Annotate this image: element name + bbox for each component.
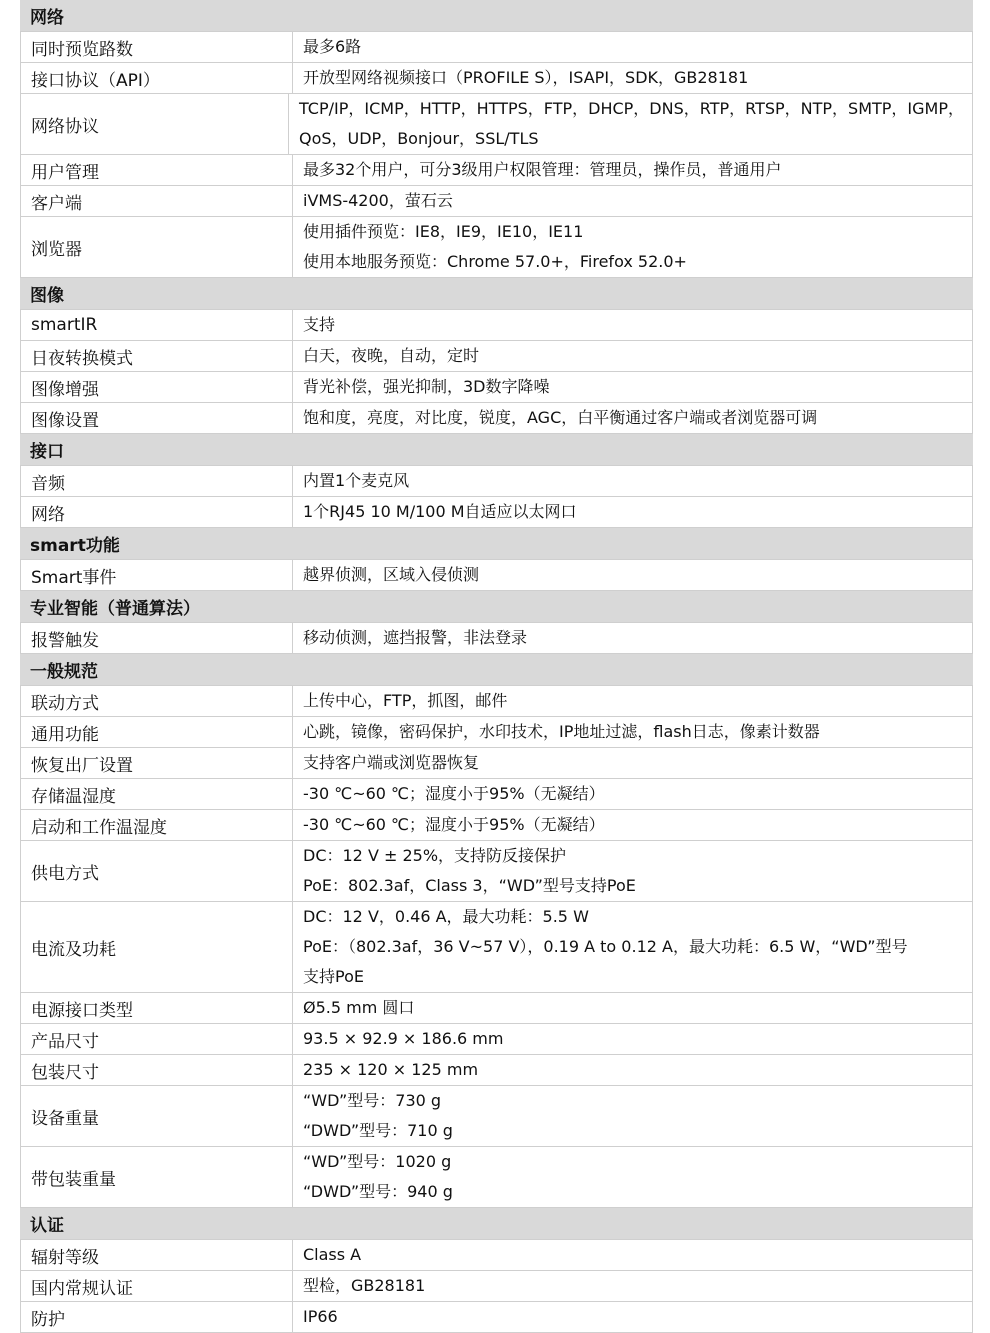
section-header: [20, 278, 973, 310]
section-title: 图像: [30, 286, 64, 306]
spec-value-line: 使用本地服务预览：Chrome 57.0+，Firefox 52.0+: [303, 252, 687, 271]
spec-row: [20, 1302, 973, 1333]
section-header: [20, 591, 973, 623]
spec-label: 电流及功耗: [20, 902, 293, 992]
section-title: 一般规范: [30, 662, 98, 682]
section-header: [20, 654, 973, 686]
spec-value-line: 最多6路: [303, 37, 362, 56]
spec-row: [20, 623, 973, 654]
spec-row: [20, 1055, 973, 1086]
spec-value-line: 白天，夜晚，自动，定时: [303, 346, 480, 365]
spec-value: [293, 560, 973, 590]
spec-label: 防护: [20, 1302, 293, 1332]
spec-value: [293, 186, 973, 216]
spec-value-line: TCP/IP，ICMP，HTTP，HTTPS，FTP，DHCP，DNS，RTP，RTSP，NTP，SMTP，IGMP，: [298, 99, 964, 118]
spec-label: 音频: [20, 466, 293, 496]
spec-row: [20, 186, 973, 217]
spec-value-line: “DWD”型号：710 g: [303, 1121, 453, 1140]
spec-value-line: 型检，GB28181: [303, 1276, 426, 1295]
spec-row: [20, 341, 973, 372]
spec-label: smartIR: [20, 310, 293, 340]
spec-row: [20, 560, 973, 591]
spec-label: 报警触发: [20, 623, 293, 653]
spec-value: [293, 217, 973, 277]
spec-label: 网络协议: [20, 94, 289, 154]
spec-label: 同时预览路数: [20, 32, 293, 62]
spec-value-line: “DWD”型号：940 g: [303, 1182, 453, 1201]
spec-value-line: 最多32个用户，可分3级用户权限管理：管理员，操作员，普通用户: [303, 160, 782, 179]
spec-row: [20, 841, 973, 902]
spec-value: [293, 623, 973, 653]
spec-value-line: “WD”型号：730 g: [303, 1091, 442, 1110]
spec-row: [20, 993, 973, 1024]
spec-label: 联动方式: [20, 686, 293, 716]
section-title: 认证: [30, 1216, 64, 1236]
section-title: 专业智能（普通算法）: [30, 599, 200, 619]
spec-value-line: 支持PoE: [303, 967, 364, 986]
spec-value: [293, 372, 973, 402]
spec-label: 国内常规认证: [20, 1271, 293, 1301]
spec-value-line: 使用插件预览：IE8，IE9，IE10，IE11: [303, 222, 584, 241]
spec-value-line: 开放型网络视频接口（PROFILE S），ISAPI，SDK，GB28181: [303, 68, 749, 87]
spec-value-line: “WD”型号：1020 g: [303, 1152, 452, 1171]
spec-value: [293, 1302, 973, 1332]
spec-value: [293, 1086, 973, 1146]
section-header: [20, 434, 973, 466]
spec-value-line: iVMS-4200，萤石云: [303, 191, 453, 210]
spec-value: [293, 466, 973, 496]
spec-value: [293, 497, 973, 527]
spec-row: [20, 372, 973, 403]
spec-row: [20, 217, 973, 278]
spec-value: [293, 1055, 973, 1085]
spec-value: [289, 94, 973, 154]
spec-label: 恢复出厂设置: [20, 748, 293, 778]
spec-value-line: 支持客户端或浏览器恢复: [303, 753, 480, 772]
spec-value: [293, 686, 973, 716]
spec-row: [20, 902, 973, 993]
spec-value: [293, 779, 973, 809]
section-header: [20, 528, 973, 560]
spec-table: [20, 0, 973, 1333]
spec-row: [20, 1024, 973, 1055]
spec-label: 启动和工作温湿度: [20, 810, 293, 840]
spec-label: 带包装重量: [20, 1147, 293, 1207]
spec-label: 设备重量: [20, 1086, 293, 1146]
spec-label: 浏览器: [20, 217, 293, 277]
spec-label: 包装尺寸: [20, 1055, 293, 1085]
spec-row: [20, 403, 973, 434]
spec-row: [20, 686, 973, 717]
spec-value: [293, 310, 973, 340]
spec-value-line: PoE：（802.3af，36 V~57 V），0.19 A to 0.12 A，最大功耗：6.5 W，“WD”型号: [303, 937, 908, 956]
spec-row: [20, 1086, 973, 1147]
spec-value-line: -30 ℃~60 ℃；湿度小于95%（无凝结）: [303, 784, 605, 803]
spec-row: [20, 1271, 973, 1302]
spec-row: [20, 310, 973, 341]
spec-value-line: 支持: [303, 315, 336, 334]
spec-label: 辐射等级: [20, 1240, 293, 1270]
spec-row: [20, 1240, 973, 1271]
spec-label: 网络: [20, 497, 293, 527]
spec-value: [293, 155, 973, 185]
section-title: 接口: [30, 442, 64, 462]
spec-value-line: Ø5.5 mm 圆口: [303, 998, 415, 1017]
spec-value: [293, 403, 973, 433]
spec-value: [293, 841, 973, 901]
spec-value: [293, 63, 973, 93]
spec-row: [20, 748, 973, 779]
spec-label: 电源接口类型: [20, 993, 293, 1023]
section-title: 网络: [30, 8, 64, 28]
spec-value-line: IP66: [303, 1307, 338, 1326]
spec-value: [293, 341, 973, 371]
spec-label: 存储温湿度: [20, 779, 293, 809]
spec-value-line: PoE：802.3af，Class 3，“WD”型号支持PoE: [303, 876, 636, 895]
spec-row: [20, 810, 973, 841]
spec-value: [293, 902, 973, 992]
spec-value: [293, 1271, 973, 1301]
spec-row: [20, 94, 973, 155]
spec-label: 图像增强: [20, 372, 293, 402]
spec-label: 通用功能: [20, 717, 293, 747]
spec-label: 用户管理: [20, 155, 293, 185]
spec-label: 日夜转换模式: [20, 341, 293, 371]
spec-row: [20, 1147, 973, 1208]
spec-row: [20, 32, 973, 63]
spec-value: [293, 1240, 973, 1270]
spec-row: [20, 466, 973, 497]
spec-value: [293, 1024, 973, 1054]
spec-label: 产品尺寸: [20, 1024, 293, 1054]
spec-label: 接口协议（API）: [20, 63, 293, 93]
spec-row: [20, 63, 973, 94]
spec-value-line: 背光补偿，强光抑制，3D数字降噪: [303, 377, 550, 396]
section-header: [20, 1208, 973, 1240]
spec-row: [20, 779, 973, 810]
spec-label: 供电方式: [20, 841, 293, 901]
spec-value-line: 93.5 × 92.9 × 186.6 mm: [303, 1029, 504, 1048]
spec-value-line: 心跳，镜像，密码保护，水印技术，IP地址过滤，flash日志，像素计数器: [303, 722, 820, 741]
section-header: [20, 0, 973, 32]
spec-row: [20, 155, 973, 186]
spec-value-line: 移动侦测，遮挡报警，非法登录: [303, 628, 528, 647]
spec-value-line: 内置1个麦克风: [303, 471, 410, 490]
spec-row: [20, 497, 973, 528]
spec-value-line: 越界侦测，区域入侵侦测: [303, 565, 480, 584]
spec-value: [293, 32, 973, 62]
spec-value: [293, 748, 973, 778]
spec-value: [293, 993, 973, 1023]
spec-value-line: QoS，UDP，Bonjour，SSL/TLS: [298, 129, 539, 148]
spec-value-line: DC：12 V，0.46 A，最大功耗：5.5 W: [303, 907, 589, 926]
spec-value-line: 上传中心，FTP，抓图，邮件: [303, 691, 508, 710]
spec-value-line: 1个RJ45 10 M/100 M自适应以太网口: [303, 502, 577, 521]
section-title: smart功能: [30, 536, 120, 556]
spec-value-line: 饱和度，亮度，对比度，锐度，AGC，白平衡通过客户端或者浏览器可调: [303, 408, 818, 427]
spec-value-line: 235 × 120 × 125 mm: [303, 1060, 479, 1079]
spec-label: 客户端: [20, 186, 293, 216]
spec-row: [20, 717, 973, 748]
spec-value: [293, 810, 973, 840]
spec-value-line: Class A: [303, 1245, 362, 1264]
spec-label: 图像设置: [20, 403, 293, 433]
spec-label: Smart事件: [20, 560, 293, 590]
spec-value: [293, 1147, 973, 1207]
spec-value: [293, 717, 973, 747]
spec-value-line: DC：12 V ± 25%，支持防反接保护: [303, 846, 567, 865]
spec-value-line: -30 ℃~60 ℃；湿度小于95%（无凝结）: [303, 815, 605, 834]
